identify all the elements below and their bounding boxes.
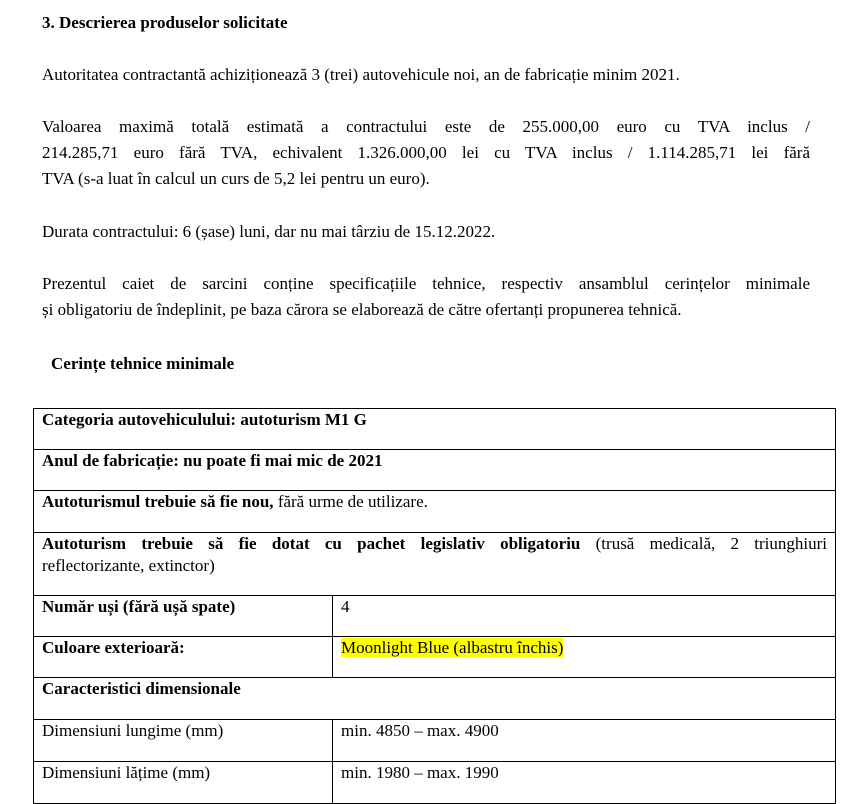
manufacture-year-cell: Anul de fabricație: nu poate fi mai mic de 2021 (34, 450, 836, 491)
requirements-table (33, 408, 836, 804)
width-label-cell: Dimensiuni lățime (mm) (34, 762, 333, 804)
cell-bold-text: Autoturism trebuie să fie dotat cu pachet legislativ obligatoriu (42, 534, 581, 553)
exterior-color-value-cell (333, 637, 836, 678)
requirements-heading: Cerințe tehnice minimale (51, 354, 235, 373)
section-heading: 3. Descrierea produselor solicitate (42, 13, 288, 32)
table-row (34, 637, 836, 678)
length-value-cell: min. 4850 – max. 4900 (333, 720, 836, 762)
length-label-cell: Dimensiuni lungime (mm) (34, 720, 333, 762)
table-row (34, 450, 836, 491)
paragraph-line: Prezentul caiet de sarcini conține specificațiile tehnice, respectiv ansamblul cerințelor minimale (42, 274, 810, 293)
new-vehicle-cell (34, 491, 836, 533)
paragraph-line: 214.285,71 euro fără TVA, echivalent 1.326.000,00 lei cu TVA inclus / 1.114.285,71 lei fără (42, 143, 810, 162)
cell-text: reflectorizante, extinctor) (42, 556, 215, 575)
table-row (34, 720, 836, 762)
width-value-cell: min. 1980 – max. 1990 (333, 762, 836, 804)
cell-text: (trusă medicală, 2 triunghiuri (580, 534, 828, 553)
cell-line (42, 533, 827, 555)
table-row (34, 491, 836, 533)
paragraph-line: și obligatoriu de îndeplinit, pe baza cărora se elaborează de către ofertanți propunerea tehnică. (42, 300, 682, 319)
paragraph-acquisition: Autoritatea contractantă achiziționează 3 (trei) autovehicule noi, an de fabricație minim 2021. (42, 65, 680, 84)
table-row (34, 409, 836, 450)
exterior-color-label-cell: Culoare exterioară: (34, 637, 333, 678)
cell-bold-text: Autoturismul trebuie să fie nou, (42, 492, 274, 511)
table-row (34, 678, 836, 720)
cell-text: fără urme de utilizare. (273, 492, 428, 511)
doors-value-cell: 4 (333, 596, 836, 637)
legal-package-cell (34, 533, 836, 596)
paragraph-duration: Durata contractului: 6 (șase) luni, dar nu mai târziu de 15.12.2022. (42, 222, 496, 241)
table-row (34, 596, 836, 637)
paragraph-line: Valoarea maximă totală estimată a contractului este de 255.000,00 euro cu TVA inclus / (42, 117, 810, 136)
vehicle-category-cell: Categoria autovehiculului: autoturism M1 G (34, 409, 836, 450)
paragraph-contract-value (42, 114, 810, 192)
doors-label-cell: Număr uși (fără ușă spate) (34, 596, 333, 637)
table-row (34, 533, 836, 596)
dimensional-characteristics-cell: Caracteristici dimensionale (34, 678, 836, 720)
table-row (34, 762, 836, 804)
paragraph-line: TVA (s-a luat în calcul un curs de 5,2 lei pentru un euro). (42, 169, 430, 188)
paragraph-specifications (42, 271, 810, 323)
highlighted-color-value: Moonlight Blue (albastru închis) (341, 638, 564, 657)
